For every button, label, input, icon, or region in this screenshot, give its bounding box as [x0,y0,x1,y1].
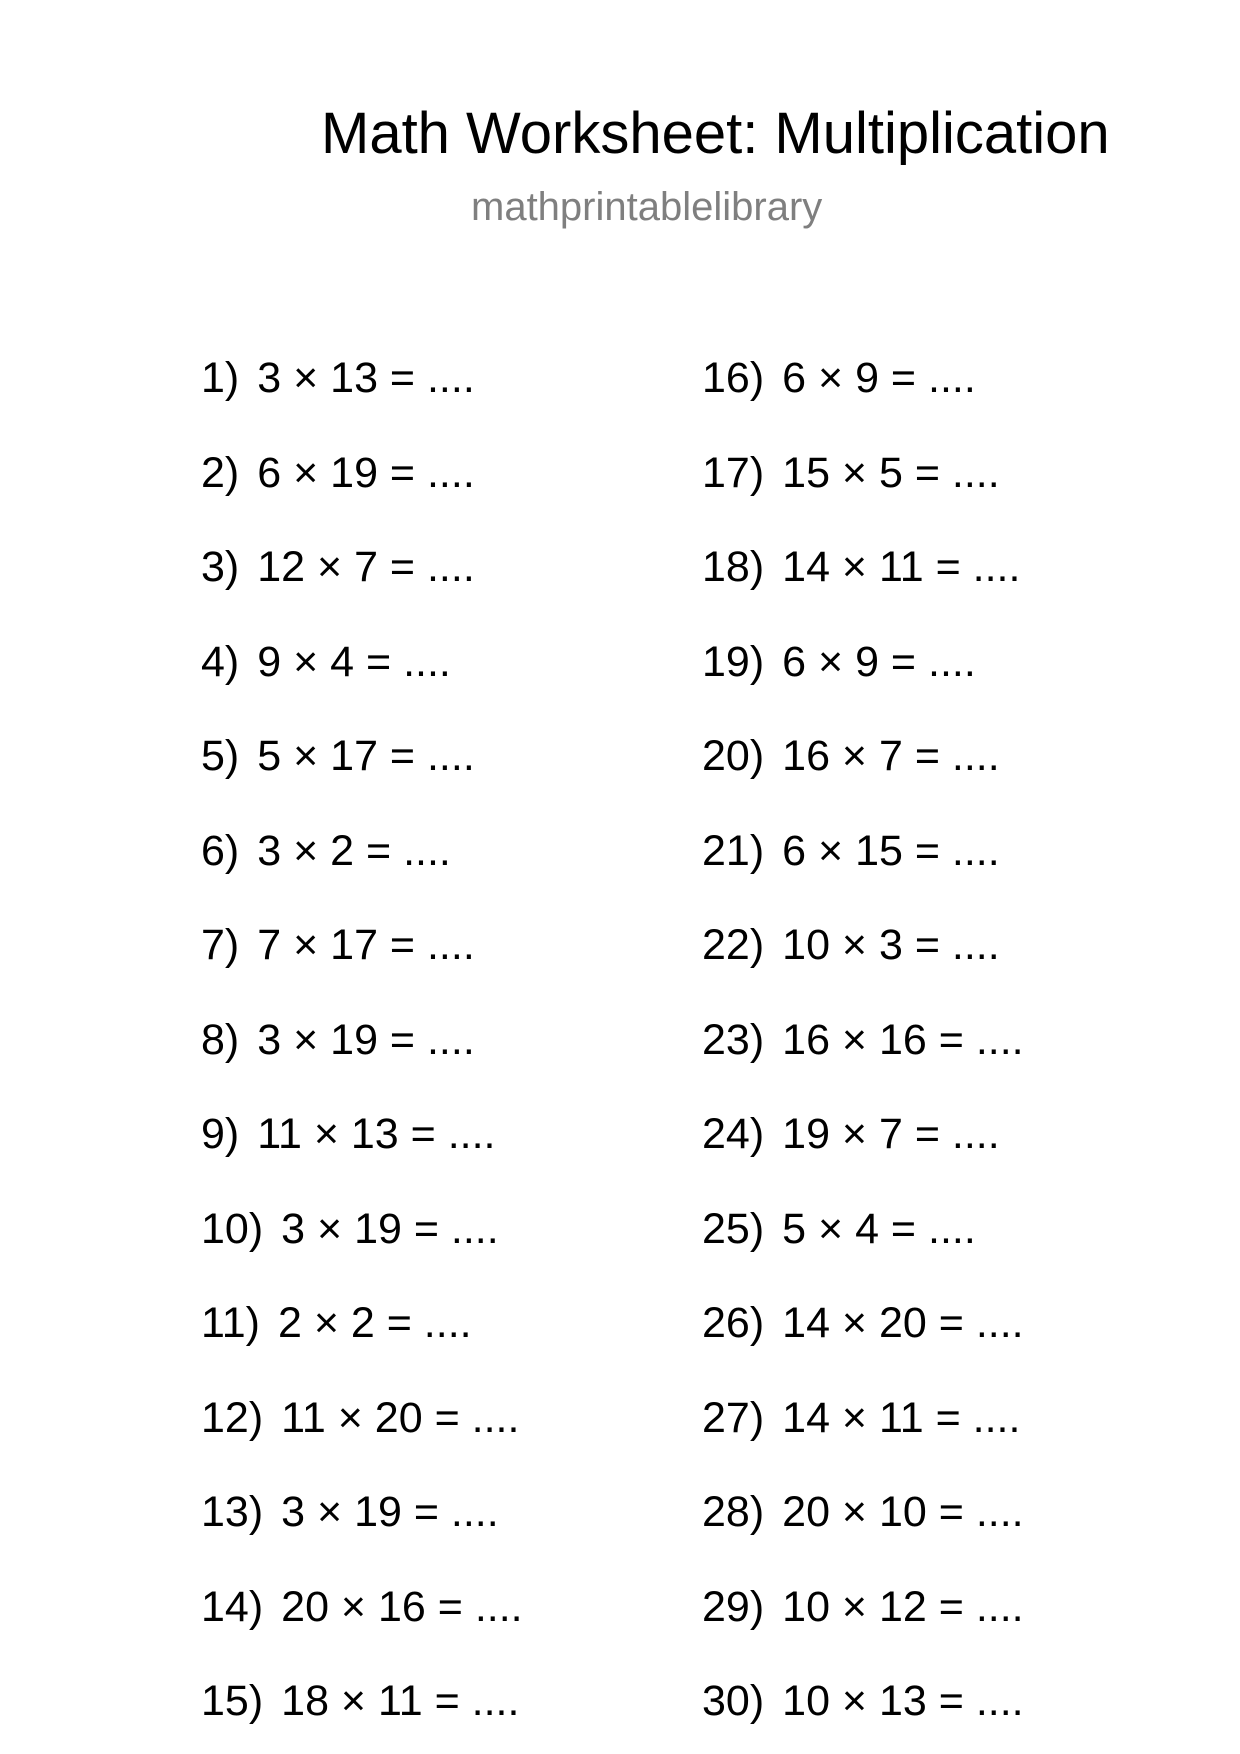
problem-number: 18) [702,543,765,591]
problem-item [201,539,475,595]
problem-item [702,539,1020,595]
problem-number: 6) [201,826,240,875]
problem-expression: 9 × 4 = .... [257,637,451,686]
problem-expression: 18 × 11 = .... [281,1677,520,1725]
problem-expression: 5 × 4 = .... [782,1204,976,1253]
problem-item [201,823,451,879]
problem-expression: 3 × 19 = .... [257,1015,475,1064]
problem-expression: 3 × 19 = .... [281,1204,499,1253]
problem-expression: 14 × 20 = .... [782,1299,1024,1347]
problem-item [702,1673,1024,1729]
problem-expression: 3 × 2 = .... [257,826,451,875]
problem-number: 26) [702,1299,765,1347]
problem-expression: 6 × 9 = .... [782,354,976,402]
problem-number: 3) [201,543,240,591]
problem-number: 2) [201,448,240,497]
problem-expression: 15 × 5 = .... [782,448,1000,497]
problem-expression: 16 × 7 = .... [782,732,1000,780]
problem-number: 27) [702,1393,765,1442]
problem-expression: 20 × 16 = .... [281,1582,523,1631]
problem-item [201,1484,499,1540]
problem-expression: 6 × 19 = .... [257,448,475,497]
problem-item [702,1579,1024,1635]
problem-item [201,634,451,690]
problem-item [702,1484,1024,1540]
problem-expression: 12 × 7 = .... [257,543,475,591]
problem-number: 24) [702,1110,765,1158]
problem-expression: 14 × 11 = .... [782,543,1021,591]
problem-number: 12) [201,1393,264,1442]
problem-item [702,917,1000,973]
problem-number: 21) [702,826,765,875]
problem-number: 30) [702,1677,765,1725]
problem-number: 14) [201,1582,264,1631]
problem-number: 28) [702,1488,765,1536]
problem-item [201,1673,519,1729]
problem-item [201,1390,519,1446]
problem-item [702,1390,1020,1446]
problem-number: 17) [702,448,765,497]
problem-item [201,1012,475,1068]
problem-expression: 2 × 2 = .... [277,1299,472,1347]
problem-number: 11) [201,1299,260,1347]
problem-expression: 16 × 16 = .... [782,1015,1024,1064]
problem-expression: 14 × 11 = .... [782,1393,1021,1442]
problem-number: 1) [201,354,240,402]
problem-item [201,1579,523,1635]
problem-item [702,1295,1024,1351]
problem-number: 9) [201,1110,240,1158]
problem-expression: 11 × 13 = .... [257,1110,496,1158]
problem-number: 20) [702,732,765,780]
problem-number: 4) [201,637,240,686]
problem-expression: 20 × 10 = .... [782,1488,1024,1536]
problem-item [702,823,1000,879]
problem-expression: 6 × 15 = .... [782,826,1000,875]
problem-number: 8) [201,1015,240,1064]
problem-expression: 10 × 12 = .... [782,1582,1024,1631]
problem-expression: 19 × 7 = .... [782,1110,1000,1158]
problem-number: 22) [702,921,765,969]
problem-expression: 7 × 17 = .... [257,921,475,969]
problem-number: 19) [702,637,765,686]
problem-number: 5) [201,732,240,780]
problem-item [702,1106,1000,1162]
problem-number: 23) [702,1015,765,1064]
problem-item [702,1012,1024,1068]
problem-item [702,634,976,690]
problem-item [201,445,475,501]
problem-item [201,728,475,784]
problem-number: 13) [201,1488,264,1536]
problem-expression: 5 × 17 = .... [257,732,475,780]
problem-number: 16) [702,354,765,402]
problem-item [201,1295,472,1351]
problem-expression: 11 × 20 = .... [281,1393,520,1442]
problem-expression: 3 × 13 = .... [257,354,475,402]
problem-number: 10) [201,1204,264,1253]
problem-expression: 10 × 3 = .... [782,921,1000,969]
problem-item [201,1201,499,1257]
problem-item [201,917,475,973]
problem-item [201,350,475,406]
problem-expression: 3 × 19 = .... [281,1488,499,1536]
problem-number: 25) [702,1204,765,1253]
problem-item [702,728,1000,784]
problem-item [201,1106,496,1162]
worksheet-title: Math Worksheet: Multiplication [321,101,1110,166]
problem-item [702,445,1000,501]
problem-number: 29) [702,1582,765,1631]
problem-expression: 10 × 13 = .... [782,1677,1024,1725]
problem-item [702,350,976,406]
problem-number: 7) [201,921,240,969]
problem-number: 15) [201,1677,264,1725]
problem-item [702,1201,976,1257]
problem-expression: 6 × 9 = .... [782,637,976,686]
worksheet-subtitle: mathprintablelibrary [471,185,823,229]
